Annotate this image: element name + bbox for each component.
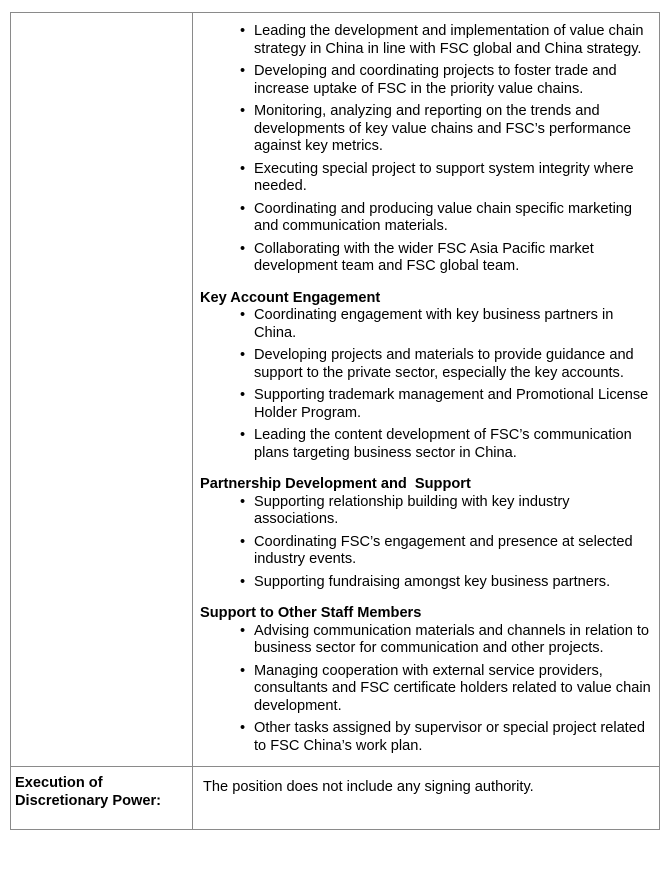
list-item: • Leading the development and implementation of value chain strategy in China in line with FSC global and China strategy. [240, 23, 651, 58]
list-item: • Advising communication materials and channels in relation to business sector for communication and other projects. [240, 623, 651, 658]
partnership-bullet-list [200, 494, 651, 592]
execution-text: The position does not include any signing authority. [203, 779, 534, 795]
value-chain-bullet-list [200, 23, 651, 276]
list-item: • Collaborating with the wider FSC Asia Pacific market development team and FSC global team. [240, 241, 651, 276]
list-item: • Leading the content development of FSC’s communication plans targeting business sector in China. [240, 427, 651, 462]
list-item: • Other tasks assigned by supervisor or special project related to FSC China’s work plan. [240, 720, 651, 755]
duties-content-cell [193, 13, 660, 767]
list-item: • Coordinating and producing value chain specific marketing and communication materials. [240, 201, 651, 236]
list-item: • Supporting relationship building with key industry associations. [240, 494, 651, 529]
list-item: • Executing special project to support system integrity where needed. [240, 161, 651, 196]
list-item: • Managing cooperation with external service providers, consultants and FSC certificate holders related to value chain development. [240, 663, 651, 716]
key-account-bullet-list [200, 307, 651, 462]
list-item: • Developing projects and materials to provide guidance and support to the private sector, especially the key accounts. [240, 347, 651, 382]
execution-row [11, 767, 660, 830]
list-item: • Developing and coordinating projects to foster trade and increase uptake of FSC in the priority value chains. [240, 63, 651, 98]
list-item: • Supporting trademark management and Promotional License Holder Program. [240, 387, 651, 422]
section-title-partnership: Partnership Development and Support [200, 476, 471, 492]
responsibilities-table [10, 12, 660, 830]
list-item: • Supporting fundraising amongst key business partners. [240, 574, 651, 592]
staff-support-bullet-list [200, 623, 651, 756]
execution-label-line2: Discretionary Power: [15, 792, 161, 809]
duties-label-cell [11, 13, 193, 767]
section-title-staff-support: Support to Other Staff Members [200, 605, 422, 621]
execution-label-cell [11, 767, 193, 830]
list-item: • Monitoring, analyzing and reporting on the trends and developments of key value chains and FSC’s performance against key metrics. [240, 103, 651, 156]
duties-row [11, 13, 660, 767]
list-item: • Coordinating FSC’s engagement and presence at selected industry events. [240, 534, 651, 569]
list-item: • Coordinating engagement with key business partners in China. [240, 307, 651, 342]
execution-text-cell [193, 767, 660, 830]
section-title-key-account: Key Account Engagement [200, 289, 381, 306]
execution-label-line1: Execution of [15, 775, 103, 791]
